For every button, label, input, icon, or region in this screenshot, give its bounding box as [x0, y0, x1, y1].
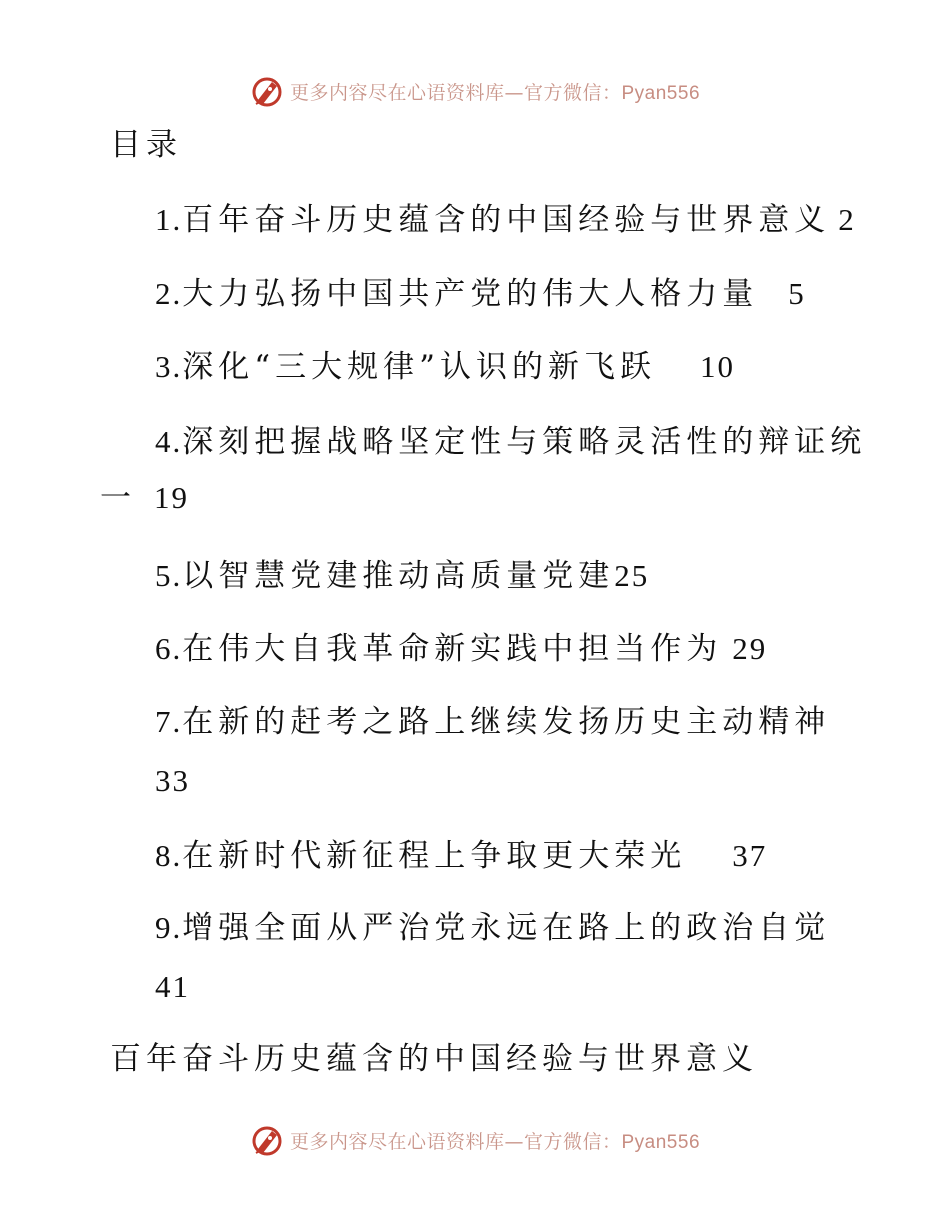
toc-entry-page: 33 — [155, 763, 190, 798]
toc-entry-2[interactable] — [155, 278, 806, 310]
toc-entry-title: 增强全面从严治党永远在路上的政治自觉 — [182, 910, 831, 946]
toc-entry-title: 深刻把握战略坚定性与策略灵活性的辩证统 — [182, 424, 867, 460]
toc-heading: 目录 — [110, 127, 182, 163]
toc-entry-4[interactable] — [155, 426, 866, 458]
toc-entry-8[interactable] — [155, 840, 767, 872]
toc-entry-9[interactable] — [155, 912, 830, 944]
toc-entry-7[interactable] — [155, 706, 830, 738]
toc-entry-number: 1. — [155, 202, 183, 237]
toc-entry-page: 37 — [732, 838, 768, 873]
toc-entry-number: 4. — [155, 424, 183, 459]
toc-entry-title: 以智慧党建推动高质量党建 — [182, 558, 615, 594]
toc-entry-5[interactable] — [155, 560, 649, 592]
toc-entry-6[interactable] — [155, 633, 767, 665]
toc-entry-title-continued: 一 — [100, 480, 136, 516]
toc-entry-title: 百年奋斗历史蕴含的中国经验与世界意义 — [182, 202, 831, 238]
toc-entry-page: 2 — [838, 202, 856, 237]
toc-entry-page: 29 — [732, 631, 768, 666]
toc-entry-number: 9. — [155, 910, 183, 945]
watermark-header — [0, 71, 950, 111]
toc-entry-title: 深化“三大规律”认识的新飞跃 — [182, 349, 656, 385]
toc-entry-9-page-line[interactable] — [155, 971, 190, 1003]
toc-entry-number: 8. — [155, 838, 183, 873]
pen-nib-logo-icon — [250, 1123, 284, 1157]
watermark-text: 更多内容尽在心语资料库—官方微信：Pyan556 — [289, 81, 701, 104]
toc-entry-number: 7. — [155, 704, 183, 739]
section-title: 百年奋斗历史蕴含的中国经验与世界意义 — [110, 1041, 758, 1077]
toc-entry-page: 25 — [614, 558, 650, 593]
toc-entry-number: 6. — [155, 631, 183, 666]
toc-entry-title: 在新时代新征程上争取更大荣光 — [182, 838, 687, 874]
toc-entry-3[interactable] — [155, 351, 735, 383]
pen-nib-logo-icon — [250, 74, 284, 108]
toc-entry-title: 大力弘扬中国共产党的伟大人格力量 — [182, 276, 759, 312]
toc-entry-page: 5 — [788, 276, 806, 311]
toc-entry-page: 19 — [154, 480, 189, 515]
toc-entry-number: 5. — [155, 558, 183, 593]
toc-entry-4-continued[interactable] — [100, 482, 189, 514]
toc-entry-1[interactable] — [155, 204, 856, 236]
toc-entry-page: 10 — [699, 349, 735, 384]
watermark-text: 更多内容尽在心语资料库—官方微信：Pyan556 — [289, 1130, 701, 1153]
toc-entry-number: 3. — [155, 349, 183, 384]
toc-entry-title: 在新的赶考之路上继续发扬历史主动精神 — [182, 704, 831, 740]
toc-entry-title: 在伟大自我革命新实践中担当作为 — [182, 631, 723, 667]
watermark-footer — [0, 1120, 950, 1160]
toc-entry-page: 41 — [155, 969, 190, 1004]
toc-entry-7-page-line[interactable] — [155, 765, 190, 797]
toc-entry-number: 2. — [155, 276, 183, 311]
